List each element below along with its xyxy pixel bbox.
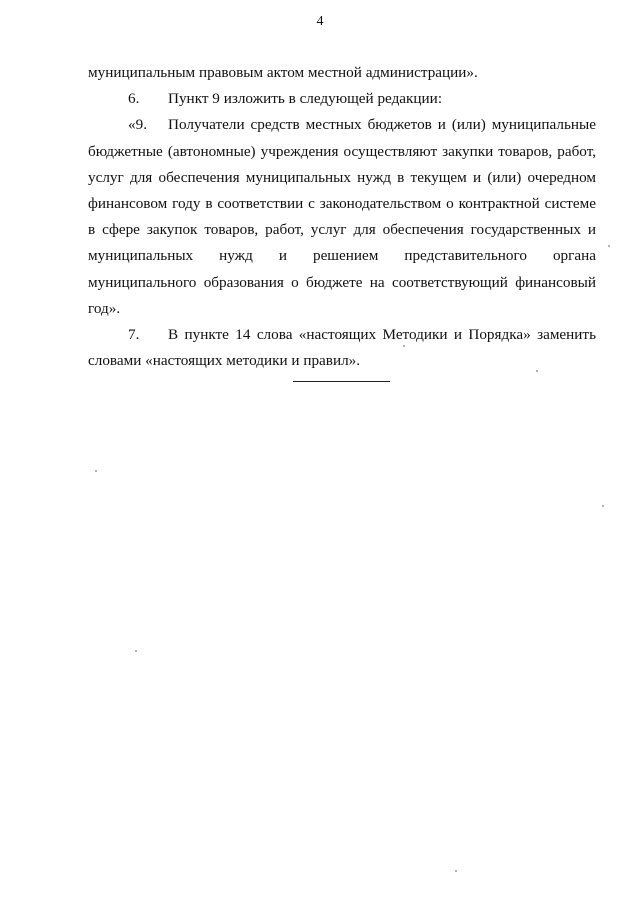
- item-number: 7.: [128, 326, 140, 344]
- scan-speck: [403, 345, 405, 347]
- scan-speck: [95, 470, 97, 472]
- document-body: [88, 60, 596, 374]
- scan-speck: [135, 650, 137, 652]
- end-separator-line: [293, 381, 390, 382]
- paragraph-continuation: [88, 60, 596, 86]
- item-number: «9.: [128, 116, 147, 134]
- item-number: 6.: [128, 90, 140, 108]
- paragraph-text: муниципальным правовым актом местной администрации».: [88, 64, 478, 81]
- paragraph-item-7: [88, 322, 596, 374]
- scan-speck: [455, 870, 457, 872]
- scan-speck: [602, 505, 604, 507]
- paragraph-text: Пункт 9 изложить в следующей редакции:: [168, 90, 443, 108]
- page-number: 4: [316, 14, 324, 29]
- scan-speck: [536, 370, 538, 372]
- paragraph-item-6: [88, 86, 596, 112]
- paragraph-item-9-quoted: [88, 112, 596, 322]
- paragraph-text: В пункте 14 слова «настоящих Методики и Порядка» заменить словами «настоящих методики и правил».: [88, 326, 596, 370]
- paragraph-text: Получатели средств местных бюджетов и (или) муниципальные бюджетные (автономные) учреждения осуществляют закупки товаров, работ, услуг для обеспечения муниципальных нужд в текущем и (или) очередном финансовом году в соответствии с законодательством о контрактной системе в сфере закупок товаров, работ, услуг для обеспечения государственных и муниципальных нужд и решением представительного органа муниципального образования о бюджете на соответствующий финансовый год».: [88, 116, 596, 317]
- scan-speck: [608, 245, 610, 247]
